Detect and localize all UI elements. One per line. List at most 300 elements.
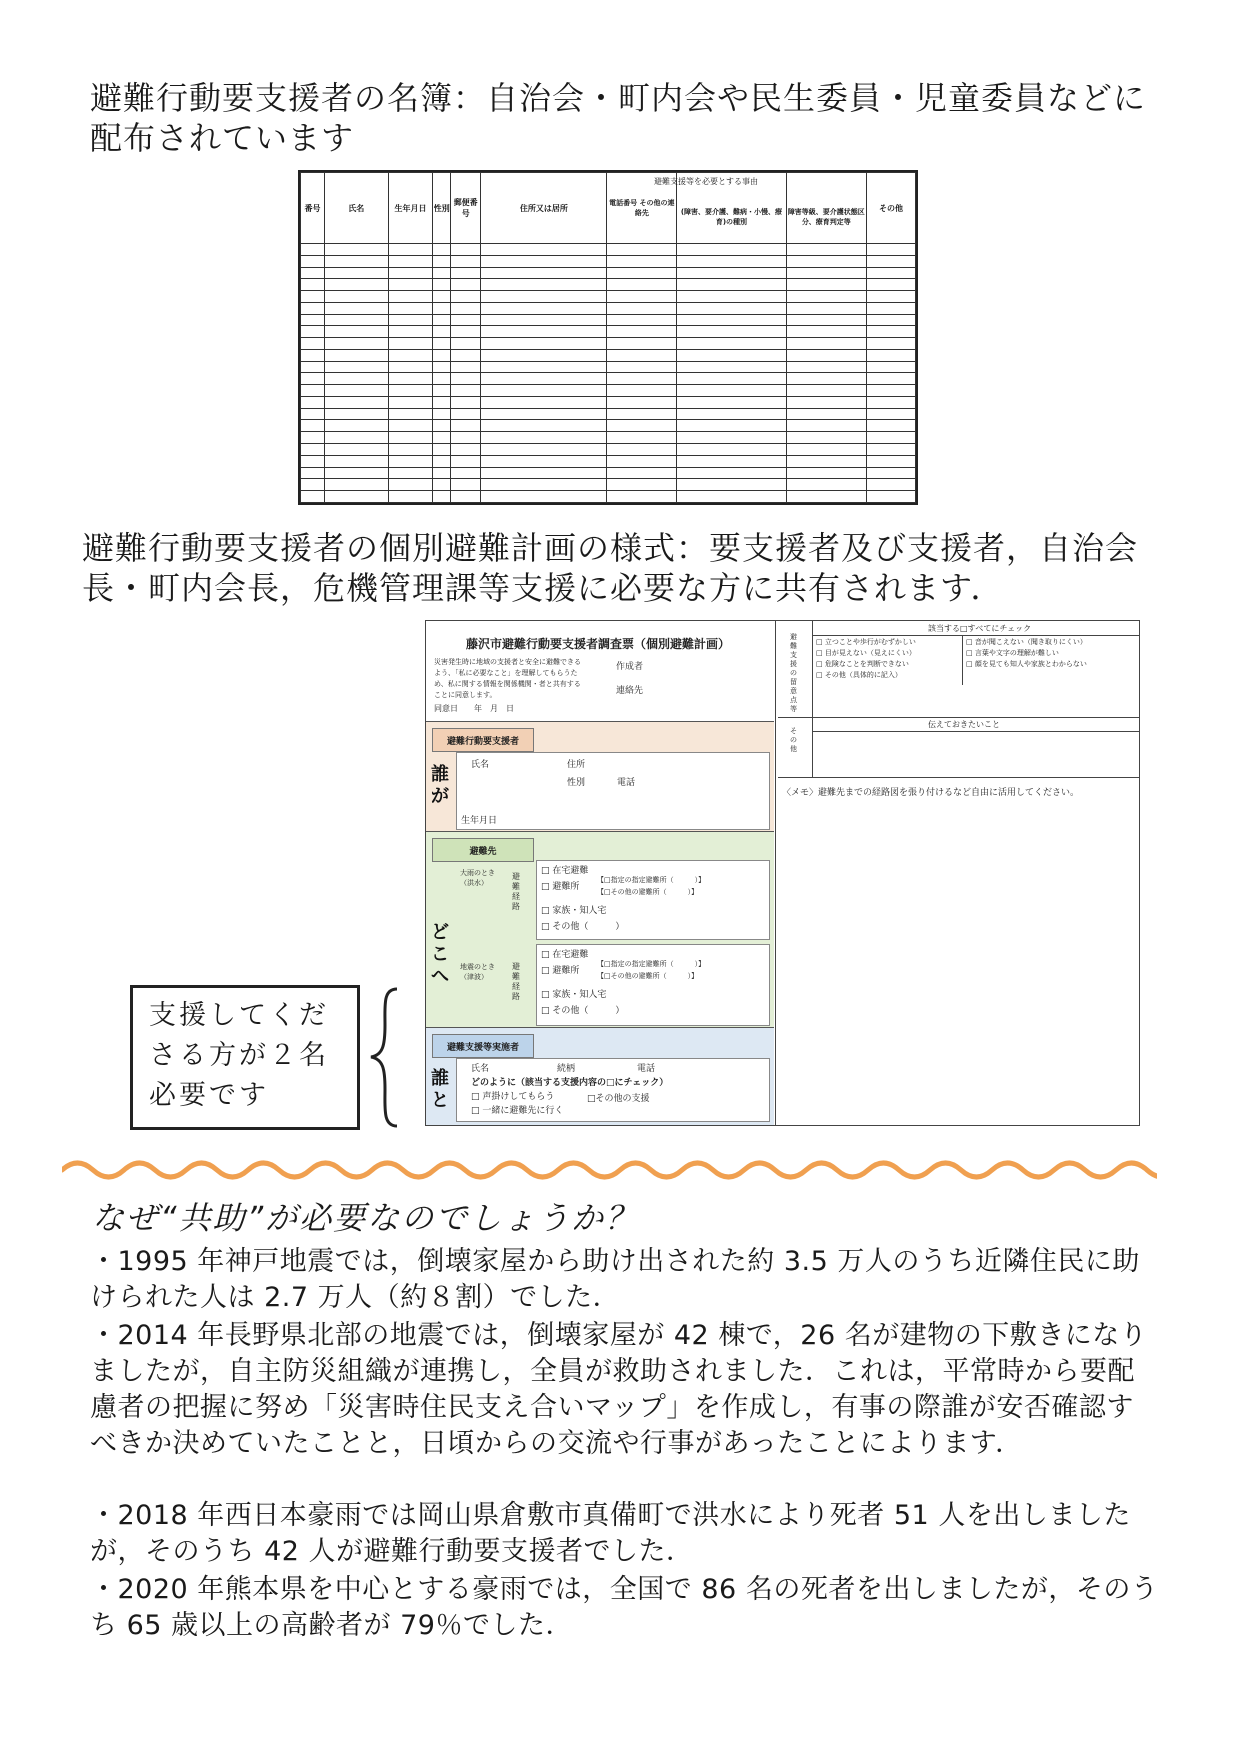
roster-cell	[866, 420, 915, 432]
flood-label: 大雨のとき（洪水）	[460, 869, 495, 887]
roster-cell	[324, 467, 388, 479]
roster-cell	[677, 279, 786, 291]
supporter-assist-3: □その他の支援	[587, 1094, 650, 1104]
roster-cell	[866, 255, 915, 267]
roster-cell	[786, 432, 866, 444]
form-intro: 災害発生時に地域の支援者と安全に避難できるよう、「私に必要なこと」を理解してもらうため、私に関する情報を関係機関・者と共有することに同意します。	[434, 658, 581, 699]
roster-cell	[301, 361, 325, 373]
roster-cell	[433, 338, 451, 350]
tsunami-options	[536, 944, 770, 1026]
roster-cell	[677, 491, 786, 503]
roster-cell	[677, 361, 786, 373]
form-right-page	[778, 621, 1139, 1125]
roster-cell	[433, 314, 451, 326]
roster-cell	[786, 385, 866, 397]
roster-cell	[481, 432, 607, 444]
roster-cell	[866, 444, 915, 456]
roster-cell	[301, 302, 325, 314]
roster-cell	[301, 491, 325, 503]
roster-row	[301, 244, 916, 256]
roster-col-6: 電話番号 その他の連絡先	[607, 173, 677, 244]
roster-cell	[324, 291, 388, 303]
roster-cell	[301, 244, 325, 256]
roster-cell	[301, 349, 325, 361]
roster-cell	[388, 349, 433, 361]
roster-cell	[481, 408, 607, 420]
roster-cell	[301, 396, 325, 408]
roster-cell	[388, 420, 433, 432]
roster-cell	[301, 444, 325, 456]
roster-cell	[451, 349, 481, 361]
roster-col-9: その他	[866, 173, 915, 244]
paragraph-nagano: ・2014 年長野県北部の地震では，倒壊家屋が 42 棟で，26 名が建物の下敷きになりましたが，自主防災組織が連携し，全員が救助されました．これは，平常時から要配慮者の把握に努め「災害時住民支え合いマップ」を作成し，有事の際誰が安否確認すべきか決めていたことと，日頃からの交流や行事があったことによります．	[90, 1320, 1148, 1459]
roster-cell	[786, 373, 866, 385]
roster-cell	[481, 396, 607, 408]
roster-cell	[388, 361, 433, 373]
route-label-2: 避難経路	[512, 962, 520, 1001]
form-contact: 連絡先	[616, 686, 644, 696]
roster-cell	[786, 291, 866, 303]
roster-cell	[677, 291, 786, 303]
section-with-whom-label: 誰と	[431, 1068, 449, 1111]
roster-cell	[866, 349, 915, 361]
roster-cell	[677, 302, 786, 314]
roster-cell	[481, 385, 607, 397]
tsunami-opt-other: □ その他（ ）	[541, 1006, 625, 1016]
roster-cell	[677, 408, 786, 420]
roster-cell	[866, 244, 915, 256]
roster-cell	[607, 455, 677, 467]
section-who-label: 誰が	[431, 764, 449, 807]
roster-cell	[677, 349, 786, 361]
roster-cell	[677, 244, 786, 256]
roster-cell	[324, 408, 388, 420]
roster-cell	[451, 491, 481, 503]
roster-cell	[607, 408, 677, 420]
roster-cell	[481, 467, 607, 479]
roster-cell	[607, 361, 677, 373]
roster-row	[301, 467, 916, 479]
roster-cell	[301, 291, 325, 303]
roster-cell	[388, 455, 433, 467]
roster-cell	[388, 267, 433, 279]
roster-cell	[324, 244, 388, 256]
section-who	[426, 721, 774, 831]
roster-cell	[433, 373, 451, 385]
roster-cell	[451, 255, 481, 267]
roster-cell	[301, 455, 325, 467]
supporter-relation: 続柄	[557, 1064, 576, 1074]
roster-table-image	[298, 170, 918, 505]
roster-cell	[866, 385, 915, 397]
roster-cell	[451, 396, 481, 408]
roster-cell	[786, 467, 866, 479]
roster-cell	[451, 302, 481, 314]
roster-cell	[786, 326, 866, 338]
roster-cell	[301, 385, 325, 397]
section-who-head: 避難行動要支援者	[432, 728, 534, 752]
roster-cell	[433, 244, 451, 256]
flood-opt-home: □ 在宅避難	[541, 866, 589, 876]
roster-cell	[481, 244, 607, 256]
roster-group-header: 避難支援等を必要とする事由	[654, 177, 758, 186]
check-item: □ その他（具体的に記入）	[816, 671, 902, 679]
roster-cell	[388, 373, 433, 385]
roster-row	[301, 349, 916, 361]
paragraph-kobe: ・1995 年神戸地震では，倒壊家屋から助け出された約 3.5 万人のうち近隣住民に助けられた人は 2.7 万人（約８割）でした．	[90, 1246, 1140, 1313]
roster-cell	[324, 302, 388, 314]
roster-cell	[786, 408, 866, 420]
roster-cell	[301, 255, 325, 267]
roster-cell	[324, 385, 388, 397]
roster-cell	[388, 291, 433, 303]
roster-cell	[301, 338, 325, 350]
roster-cell	[866, 373, 915, 385]
plan-heading: 避難行動要支援者の個別避難計画の様式：要支援者及び支援者，自治会長・町内会長，危機管理課等支援に必要な方に共有されます．	[82, 529, 1139, 607]
roster-cell	[451, 455, 481, 467]
roster-cell	[324, 267, 388, 279]
check-item: □ 音が聞こえない（聞き取りにくい）	[966, 638, 1087, 646]
form-creator: 作成者	[616, 662, 644, 672]
roster-cell	[388, 255, 433, 267]
roster-cell	[677, 396, 786, 408]
roster-cell	[481, 267, 607, 279]
roster-cell	[866, 491, 915, 503]
roster-cell	[388, 467, 433, 479]
roster-cell	[451, 408, 481, 420]
supporter-phone: 電話	[637, 1064, 656, 1074]
considerations-block	[778, 621, 1139, 718]
check-item: □ 目が見えない（見えにくい）	[816, 649, 916, 657]
roster-row	[301, 361, 916, 373]
roster-cell	[481, 361, 607, 373]
roster-cell	[324, 491, 388, 503]
roster-cell	[324, 373, 388, 385]
roster-cell	[481, 314, 607, 326]
roster-cell	[866, 314, 915, 326]
flood-opt-designated: 【□指定の指定避難所（ ）】	[597, 876, 706, 884]
roster-cell	[388, 385, 433, 397]
roster-cell	[607, 396, 677, 408]
roster-cell	[324, 361, 388, 373]
roster-cell	[607, 267, 677, 279]
roster-cell	[451, 479, 481, 491]
roster-cell	[324, 349, 388, 361]
supporter-assist-1: □ 声掛けしてもらう	[471, 1092, 555, 1102]
roster-cell	[324, 326, 388, 338]
roster-cell	[301, 326, 325, 338]
individual-plan-form-image	[425, 620, 1140, 1126]
tsunami-opt-shelter: □ 避難所	[541, 966, 580, 976]
roster-cell	[388, 396, 433, 408]
section-with-whom	[426, 1027, 774, 1125]
check-item: □ 顔を見ても知人や家族とわからない	[966, 660, 1087, 668]
roster-cell	[433, 491, 451, 503]
roster-cell	[786, 479, 866, 491]
roster-cell	[388, 338, 433, 350]
roster-cell	[433, 479, 451, 491]
roster-cell	[324, 314, 388, 326]
roster-row	[301, 491, 916, 503]
roster-cell	[866, 467, 915, 479]
roster-cell	[481, 491, 607, 503]
roster-heading: 避難行動要支援者の名簿：自治会・町内会や民生委員・児童委員などに配布されています	[90, 79, 1147, 157]
roster-cell	[481, 479, 607, 491]
roster-cell	[388, 408, 433, 420]
roster-cell	[677, 444, 786, 456]
tell-head: 伝えておきたいこと	[928, 720, 1000, 729]
roster-cell	[481, 455, 607, 467]
roster-col-4: 郵便番号	[451, 173, 481, 244]
roster-cell	[324, 479, 388, 491]
roster-cell	[451, 385, 481, 397]
roster-cell	[388, 279, 433, 291]
roster-cell	[301, 420, 325, 432]
roster-cell	[677, 479, 786, 491]
roster-cell	[677, 373, 786, 385]
roster-row	[301, 279, 916, 291]
roster-cell	[677, 385, 786, 397]
roster-cell	[786, 314, 866, 326]
considerations-head: 該当する□すべてにチェック	[928, 624, 1032, 633]
roster-cell	[324, 338, 388, 350]
roster-cell	[388, 314, 433, 326]
roster-cell	[786, 420, 866, 432]
roster-cell	[324, 420, 388, 432]
roster-cell	[607, 302, 677, 314]
roster-cell	[433, 361, 451, 373]
supporter-name: 氏名	[471, 1064, 490, 1074]
roster-cell	[607, 291, 677, 303]
roster-cell	[388, 244, 433, 256]
roster-cell	[433, 326, 451, 338]
roster-row	[301, 314, 916, 326]
roster-cell	[433, 385, 451, 397]
roster-cell	[301, 432, 325, 444]
roster-cell	[388, 432, 433, 444]
roster-cell	[433, 279, 451, 291]
section-where	[426, 831, 774, 1027]
roster-cell	[866, 396, 915, 408]
roster-cell	[324, 396, 388, 408]
roster-cell	[607, 432, 677, 444]
roster-cell	[786, 349, 866, 361]
roster-cell	[324, 279, 388, 291]
birth-label: 生年月日	[461, 816, 498, 826]
roster-cell	[433, 396, 451, 408]
memo-text: 〈メモ〉避難先までの経路図を張り付けるなど自由に活用してください。	[782, 788, 1080, 798]
roster-cell	[786, 244, 866, 256]
roster-cell	[388, 326, 433, 338]
supporter-how: どのように（該当する支援内容の□にチェック）	[471, 1078, 669, 1088]
roster-cell	[866, 455, 915, 467]
roster-cell	[451, 267, 481, 279]
route-label-1: 避難経路	[512, 872, 520, 911]
roster-cell	[301, 267, 325, 279]
roster-row	[301, 338, 916, 350]
roster-cell	[786, 396, 866, 408]
paragraph-kumamoto: ・2020 年熊本県を中心とする豪雨では，全国で 86 名の死者を出しましたが，そのうち 65 歳以上の高齢者が 79％でした．	[90, 1574, 1159, 1641]
roster-cell	[433, 349, 451, 361]
roster-cell	[786, 455, 866, 467]
tsunami-opt-family: □ 家族・知人宅	[541, 990, 607, 1000]
roster-cell	[301, 467, 325, 479]
roster-cell	[607, 467, 677, 479]
roster-row	[301, 396, 916, 408]
roster-cell	[786, 302, 866, 314]
section-with-whom-head: 避難支援等実施者	[432, 1034, 534, 1058]
roster-cell	[433, 420, 451, 432]
roster-cell	[388, 479, 433, 491]
section-where-label: どこへ	[431, 922, 449, 987]
roster-row	[301, 479, 916, 491]
roster-cell	[677, 314, 786, 326]
flood-opt-shelter: □ 避難所	[541, 882, 580, 892]
roster-cell	[677, 420, 786, 432]
roster-row	[301, 373, 916, 385]
roster-cell	[481, 444, 607, 456]
roster-col-1: 氏名	[324, 173, 388, 244]
roster-cell	[301, 279, 325, 291]
curly-brace-icon	[365, 985, 405, 1130]
roster-cell	[677, 467, 786, 479]
roster-cell	[433, 444, 451, 456]
roster-cell	[451, 432, 481, 444]
other-label: その他	[790, 727, 797, 753]
roster-cell	[607, 491, 677, 503]
roster-cell	[866, 279, 915, 291]
roster-row	[301, 385, 916, 397]
roster-cell	[433, 455, 451, 467]
roster-cell	[433, 291, 451, 303]
roster-cell	[607, 244, 677, 256]
roster-cell	[481, 302, 607, 314]
tsunami-label: 地震のとき（津波）	[460, 963, 495, 981]
form-title: 藤沢市避難行動要支援者調査票（個別避難計画）	[466, 637, 731, 651]
roster-row	[301, 255, 916, 267]
roster-col-0: 番号	[301, 173, 325, 244]
roster-cell	[866, 338, 915, 350]
roster-cell	[786, 255, 866, 267]
roster-cell	[451, 373, 481, 385]
considerations-label: 避難支援の留意点等	[790, 633, 797, 713]
roster-cell	[607, 373, 677, 385]
roster-cell	[677, 326, 786, 338]
roster-cell	[866, 432, 915, 444]
roster-cell	[607, 420, 677, 432]
roster-cell	[433, 467, 451, 479]
roster-cell	[301, 408, 325, 420]
roster-cell	[866, 408, 915, 420]
roster-cell	[433, 432, 451, 444]
roster-cell	[433, 302, 451, 314]
form-left-page	[426, 621, 776, 1125]
name-label: 氏名	[471, 760, 490, 770]
paragraph-west-japan: ・2018 年西日本豪雨では岡山県倉敷市真備町で洪水により死者 51 人を出しましたが，そのうち 42 人が避難行動要支援者でした．	[90, 1500, 1131, 1567]
roster-cell	[388, 444, 433, 456]
roster-cell	[301, 314, 325, 326]
section-where-head: 避難先	[432, 838, 534, 862]
roster-cell	[786, 279, 866, 291]
roster-row	[301, 432, 916, 444]
roster-cell	[481, 420, 607, 432]
roster-cell	[388, 491, 433, 503]
roster-cell	[481, 255, 607, 267]
roster-row	[301, 267, 916, 279]
roster-cell	[866, 361, 915, 373]
roster-cell	[607, 326, 677, 338]
roster-row	[301, 408, 916, 420]
roster-cell	[301, 479, 325, 491]
roster-cell	[481, 279, 607, 291]
roster-cell	[866, 267, 915, 279]
roster-cell	[677, 455, 786, 467]
supporter-assist-2: □ 一緒に避難先に行く	[471, 1106, 564, 1116]
flood-opt-other-shelter: 【□その他の避難所（ ）】	[597, 888, 699, 896]
roster-cell	[324, 455, 388, 467]
phone-label: 電話	[617, 778, 636, 788]
roster-cell	[451, 467, 481, 479]
roster-cell	[866, 302, 915, 314]
roster-cell	[451, 444, 481, 456]
roster-row	[301, 302, 916, 314]
form-date: 同意日 年 月 日	[434, 704, 514, 713]
roster-cell	[866, 326, 915, 338]
roster-cell	[301, 373, 325, 385]
roster-col-3: 性別	[433, 173, 451, 244]
roster-cell	[607, 385, 677, 397]
roster-cell	[677, 338, 786, 350]
roster-cell	[451, 361, 481, 373]
roster-col-5: 住所又は居所	[481, 173, 607, 244]
roster-cell	[451, 326, 481, 338]
roster-cell	[324, 444, 388, 456]
roster-col-8: 障害等級、要介護状態区分、療育判定等	[786, 173, 866, 244]
address-label: 住所	[567, 760, 586, 770]
roster-cell	[786, 361, 866, 373]
roster-cell	[866, 479, 915, 491]
roster-row	[301, 420, 916, 432]
roster-cell	[607, 279, 677, 291]
tsunami-opt-home: □ 在宅避難	[541, 950, 589, 960]
roster-cell	[481, 349, 607, 361]
roster-cell	[324, 432, 388, 444]
tell-block	[778, 717, 1139, 778]
roster-cell	[481, 291, 607, 303]
roster-cell	[607, 444, 677, 456]
roster-cell	[451, 244, 481, 256]
roster-row	[301, 326, 916, 338]
roster-cell	[786, 338, 866, 350]
roster-cell	[451, 338, 481, 350]
roster-cell	[451, 291, 481, 303]
roster-cell	[677, 267, 786, 279]
roster-cell	[607, 349, 677, 361]
roster-cell	[451, 279, 481, 291]
roster-cell	[607, 479, 677, 491]
roster-row	[301, 291, 916, 303]
roster-col-2: 生年月日	[388, 173, 433, 244]
why-title: なぜ“共助”が必要なのでしょうか？	[92, 1199, 640, 1237]
roster-cell	[607, 314, 677, 326]
roster-cell	[866, 291, 915, 303]
roster-cell	[481, 338, 607, 350]
flood-options	[536, 860, 770, 940]
roster-cell	[607, 255, 677, 267]
roster-cell	[607, 338, 677, 350]
roster-cell	[786, 491, 866, 503]
tsunami-opt-designated: 【□指定の指定避難所（ ）】	[597, 960, 706, 968]
